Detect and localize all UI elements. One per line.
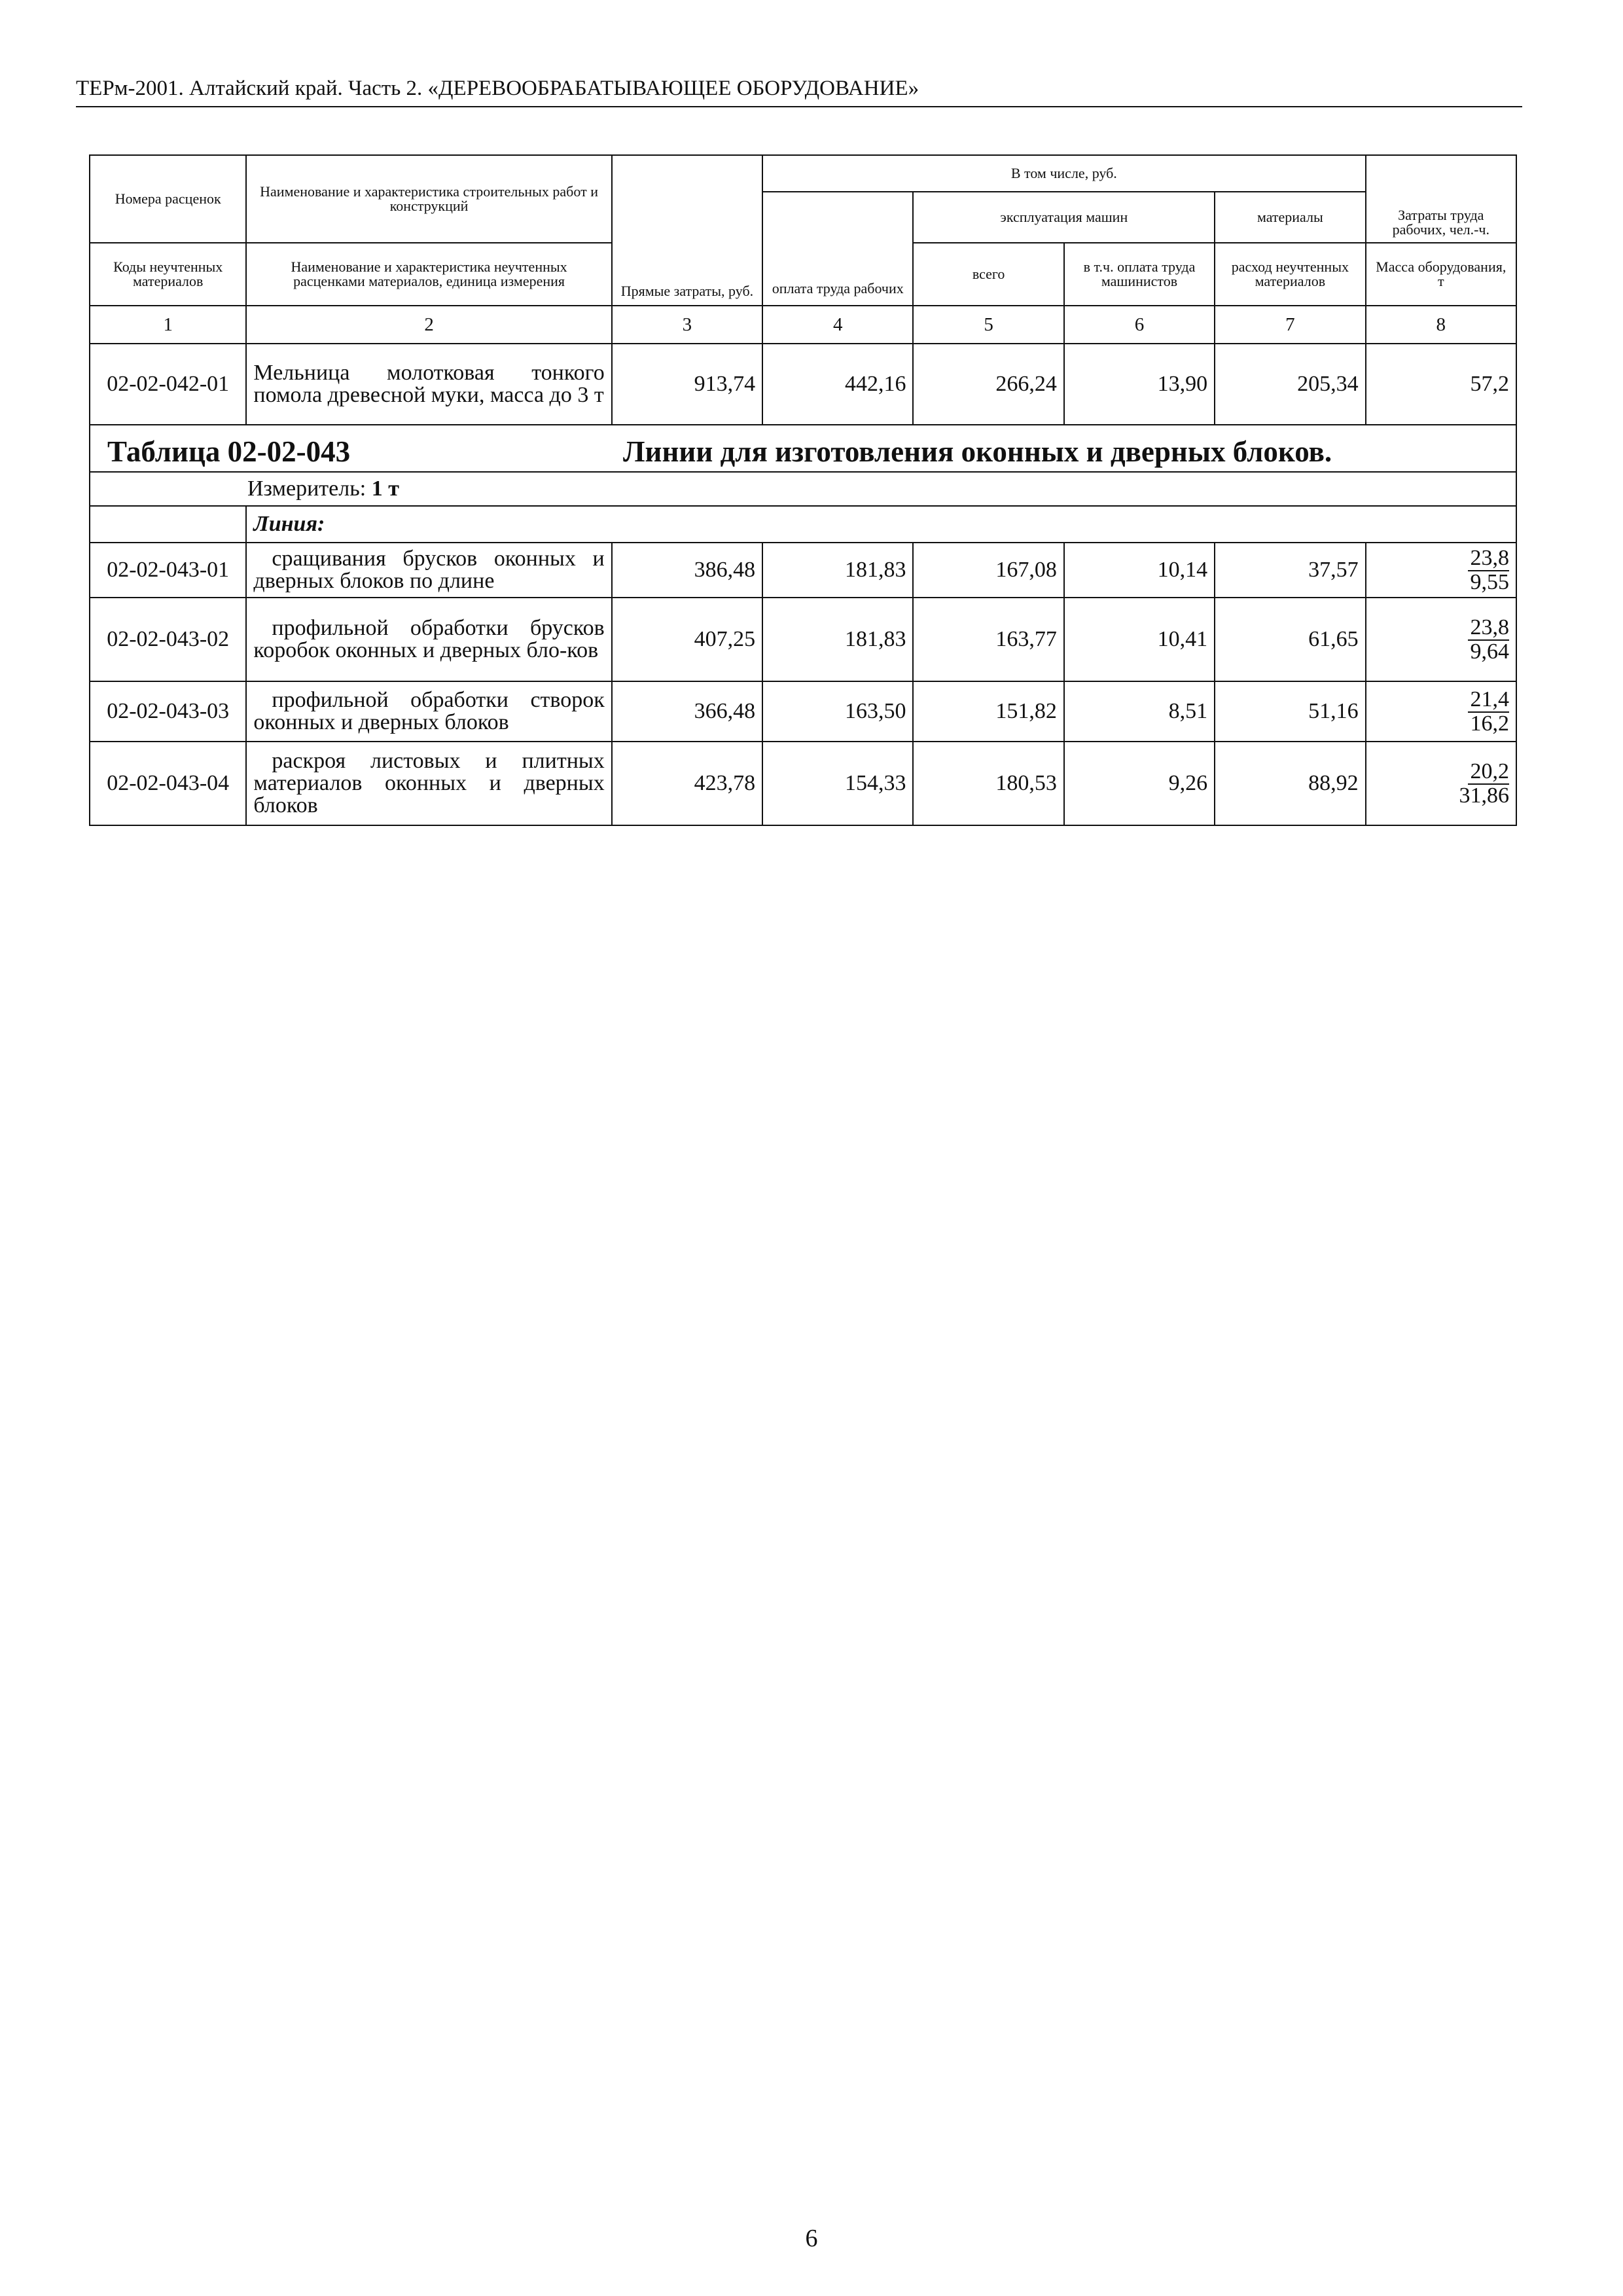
header-rate-numbers: Номера расценок [90,155,246,243]
machine-costs: 180,53 [913,742,1063,825]
header-machine-total: всего [913,243,1063,306]
labor-pay: 163,50 [762,681,913,742]
machinist-pay: 9,26 [1064,742,1215,825]
labor-pay: 442,16 [762,344,913,425]
header-labor-pay: оплата труда рабочих [762,192,913,306]
table-title: Линии для изготовления оконных и дверных блоков. [623,435,1332,468]
labor-pay: 181,83 [762,598,913,681]
machinist-pay: 10,14 [1064,543,1215,598]
labor-hours: 23,8 [1468,547,1510,571]
material-costs: 61,65 [1215,598,1365,681]
header-including: В том числе, руб. [762,155,1365,192]
column-numbers-row [90,306,1516,344]
column-number: 6 [1064,306,1215,344]
column-number: 3 [612,306,762,344]
table-title-row [90,425,1516,472]
header-labor-cost: Затраты труда рабочих, чел.-ч. [1366,155,1516,243]
group-row [90,506,1516,543]
machinist-pay: 13,90 [1064,344,1215,425]
measure-row [90,472,1516,506]
material-costs: 88,92 [1215,742,1365,825]
column-number: 4 [762,306,913,344]
labor-and-mass [1366,681,1516,742]
rate-name: профильной обработки створок оконных и дверных блоков [246,681,611,742]
rate-code: 02-02-043-01 [90,543,246,598]
table-row [90,681,1516,742]
equipment-mass: 31,86 [1459,783,1509,808]
header-materials: материалы [1215,192,1365,243]
column-number: 2 [246,306,611,344]
header-direct-costs: Прямые затраты, руб. [612,155,762,306]
direct-costs: 913,74 [612,344,762,425]
labor-hours: 21,4 [1468,689,1510,713]
rate-name: раскроя листовых и плитных материалов оконных и дверных блоков [246,742,611,825]
column-number: 1 [90,306,246,344]
machine-costs: 266,24 [913,344,1063,425]
equipment-mass: 16,2 [1470,711,1509,736]
running-header [76,72,1522,107]
header-material-codes: Коды неучтенных материалов [90,243,246,306]
rate-name: Мельница молотковая тонкого помола древесной муки, масса до 3 т [246,344,611,425]
direct-costs: 423,78 [612,742,762,825]
rate-code: 02-02-043-04 [90,742,246,825]
rate-code: 02-02-042-01 [90,344,246,425]
table-number: Таблица 02-02-043 [107,435,351,468]
labor-and-mass [1366,543,1516,598]
measure-label: Измеритель: [247,476,366,501]
header-machine-use: эксплуатация машин [913,192,1215,243]
running-header-text: ТЕРм-2001. Алтайский край. Часть 2. «ДЕРЕВООБРАБАТЫВАЮЩЕЕ ОБОРУДОВАНИЕ» [76,77,919,100]
header-equipment-mass: Масса оборудования, т [1366,243,1516,306]
labor-pay: 181,83 [762,543,913,598]
table-row [90,344,1516,425]
material-costs: 205,34 [1215,344,1365,425]
rate-code: 02-02-043-02 [90,598,246,681]
page-number: 6 [805,2225,818,2252]
machinist-pay: 10,41 [1064,598,1215,681]
rate-name: профильной обработки брусков коробок оконных и дверных бло-ков [246,598,611,681]
machine-costs: 167,08 [913,543,1063,598]
rate-code: 02-02-043-03 [90,681,246,742]
table-row [90,543,1516,598]
header-material-usage: расход неучтенных материалов [1215,243,1365,306]
table-row [90,598,1516,681]
labor-hours: 23,8 [1468,617,1510,641]
header-material-names: Наименование и характеристика неучтенных расценками материалов, единица измерения [246,243,611,306]
labor-hours: 57,2 [1366,344,1516,425]
labor-hours: 20,2 [1468,761,1510,785]
column-number: 5 [913,306,1063,344]
labor-and-mass [1366,598,1516,681]
equipment-mass: 9,64 [1470,639,1509,664]
rate-name: сращивания брусков оконных и дверных блоков по длине [246,543,611,598]
equipment-mass: 9,55 [1470,569,1509,594]
machinist-pay: 8,51 [1064,681,1215,742]
header-work-name: Наименование и характеристика строительных работ и конструкций [246,155,611,243]
header-row-1 [90,155,1516,192]
rates-table [89,154,1517,826]
material-costs: 37,57 [1215,543,1365,598]
direct-costs: 407,25 [612,598,762,681]
column-number: 8 [1366,306,1516,344]
material-costs: 51,16 [1215,681,1365,742]
machine-costs: 163,77 [913,598,1063,681]
labor-pay: 154,33 [762,742,913,825]
header-machinist-pay: в т.ч. оплата труда машинистов [1064,243,1215,306]
machine-costs: 151,82 [913,681,1063,742]
direct-costs: 386,48 [612,543,762,598]
measure-value: 1 т [371,476,399,501]
column-number: 7 [1215,306,1365,344]
direct-costs: 366,48 [612,681,762,742]
table-row [90,742,1516,825]
group-label: Линия: [246,506,1516,543]
labor-and-mass [1366,742,1516,825]
